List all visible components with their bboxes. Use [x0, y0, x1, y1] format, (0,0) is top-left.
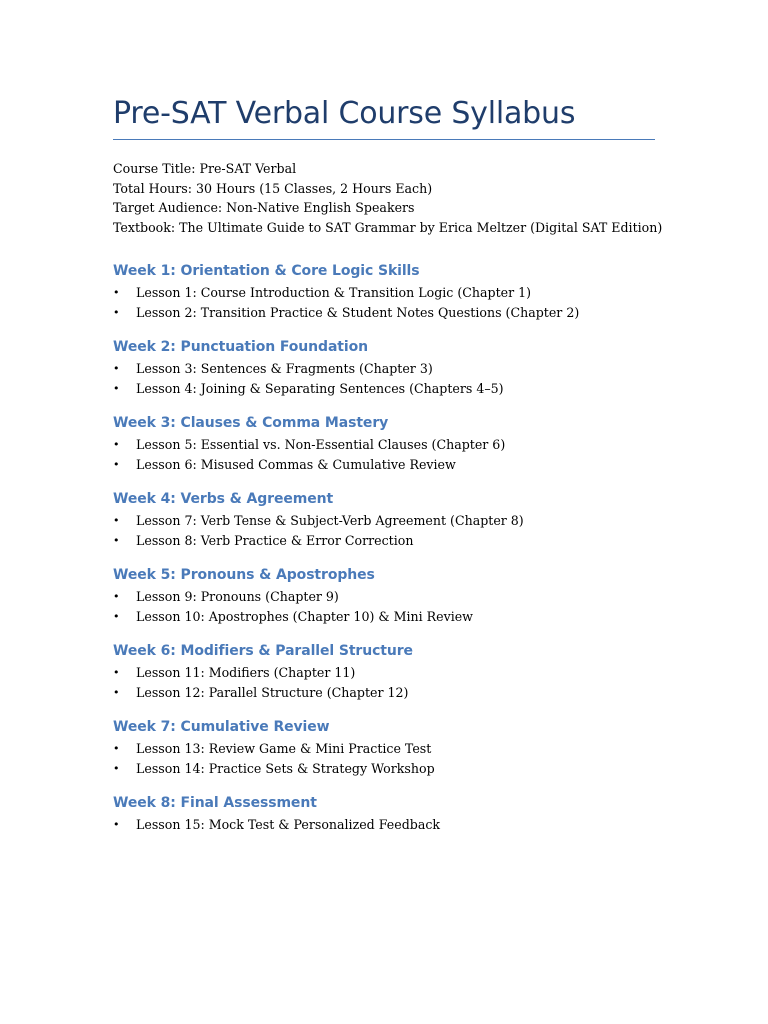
bullet-icon: • — [113, 381, 120, 395]
week-heading: Week 6: Modifiers & Parallel Structure — [113, 643, 413, 659]
bullet-icon: • — [113, 761, 120, 775]
week-section — [113, 550, 655, 626]
bullet-icon: • — [113, 666, 120, 679]
bullet-icon: • — [113, 685, 120, 699]
lesson-item — [113, 455, 655, 475]
lesson-item — [113, 815, 655, 835]
lesson-item — [113, 511, 655, 531]
bullet-icon: • — [113, 438, 120, 451]
week-heading: Week 8: Final Assessment — [113, 795, 317, 811]
lesson-item — [113, 739, 655, 759]
lesson-text: Lesson 2: Transition Practice & Student Notes Questions (Chapter 2) — [136, 304, 580, 320]
course-info — [113, 159, 663, 237]
lesson-item — [113, 359, 655, 379]
lesson-text: Lesson 11: Modifiers (Chapter 11) — [136, 665, 356, 680]
lesson-text: Lesson 8: Verb Practice & Error Correction — [136, 532, 414, 548]
lesson-item — [113, 587, 655, 607]
week-heading: Week 5: Pronouns & Apostrophes — [113, 567, 375, 583]
document-title: Pre-SAT Verbal Course Syllabus — [113, 96, 576, 131]
lesson-item — [113, 663, 655, 683]
lesson-text: Lesson 1: Course Introduction & Transition Logic (Chapter 1) — [136, 285, 532, 300]
week-section — [113, 398, 655, 474]
lesson-item — [113, 379, 655, 399]
lesson-text: Lesson 15: Mock Test & Personalized Feedback — [136, 817, 441, 832]
weeks-list — [113, 237, 655, 835]
bullet-icon: • — [113, 457, 120, 471]
lesson-text: Lesson 6: Misused Commas & Cumulative Review — [136, 456, 456, 472]
lesson-text: Lesson 13: Review Game & Mini Practice Test — [136, 741, 432, 756]
lesson-list — [113, 435, 655, 474]
lesson-list — [113, 283, 655, 322]
lesson-text: Lesson 3: Sentences & Fragments (Chapter 3) — [136, 361, 433, 376]
lesson-item — [113, 607, 655, 627]
lesson-list — [113, 511, 655, 550]
bullet-icon: • — [113, 514, 120, 527]
lesson-item — [113, 283, 655, 303]
lesson-list — [113, 815, 655, 835]
title-underline — [113, 139, 655, 140]
lesson-text: Lesson 4: Joining & Separating Sentences (Chapters 4–5) — [136, 380, 504, 396]
lesson-list — [113, 739, 655, 778]
week-heading: Week 1: Orientation & Core Logic Skills — [113, 263, 420, 279]
bullet-icon: • — [113, 305, 120, 319]
bullet-icon: • — [113, 818, 120, 831]
week-heading: Week 2: Punctuation Foundation — [113, 339, 368, 355]
lesson-text: Lesson 9: Pronouns (Chapter 9) — [136, 589, 339, 604]
bullet-icon: • — [113, 533, 120, 547]
textbook-line: Textbook: The Ultimate Guide to SAT Grammar by Erica Meltzer (Digital SAT Edition) — [113, 219, 663, 235]
lesson-text: Lesson 14: Practice Sets & Strategy Workshop — [136, 760, 435, 776]
week-heading: Week 3: Clauses & Comma Mastery — [113, 415, 389, 431]
document-page — [113, 94, 663, 835]
lesson-text: Lesson 5: Essential vs. Non-Essential Clauses (Chapter 6) — [136, 437, 506, 452]
week-heading: Week 7: Cumulative Review — [113, 719, 330, 735]
lesson-item — [113, 759, 655, 779]
lesson-text: Lesson 10: Apostrophes (Chapter 10) & Mini Review — [136, 608, 473, 624]
lesson-list — [113, 663, 655, 702]
lesson-item — [113, 531, 655, 551]
lesson-item — [113, 683, 655, 703]
target-audience-line: Target Audience: Non-Native English Speakers — [113, 200, 415, 215]
lesson-list — [113, 587, 655, 626]
lesson-item — [113, 435, 655, 455]
lesson-text: Lesson 12: Parallel Structure (Chapter 12) — [136, 684, 409, 700]
week-section — [113, 626, 655, 702]
week-section — [113, 778, 655, 835]
week-section — [113, 322, 655, 398]
week-section — [113, 237, 655, 322]
course-title-line: Course Title: Pre-SAT Verbal — [113, 161, 297, 176]
bullet-icon: • — [113, 286, 120, 299]
week-section — [113, 474, 655, 550]
lesson-item — [113, 303, 655, 323]
week-heading: Week 4: Verbs & Agreement — [113, 491, 334, 507]
total-hours-line: Total Hours: 30 Hours (15 Classes, 2 Hours Each) — [113, 180, 433, 196]
lesson-list — [113, 359, 655, 398]
bullet-icon: • — [113, 362, 120, 375]
bullet-icon: • — [113, 609, 120, 623]
bullet-icon: • — [113, 590, 120, 603]
bullet-icon: • — [113, 742, 120, 755]
week-section — [113, 702, 655, 778]
lesson-text: Lesson 7: Verb Tense & Subject-Verb Agreement (Chapter 8) — [136, 513, 524, 528]
